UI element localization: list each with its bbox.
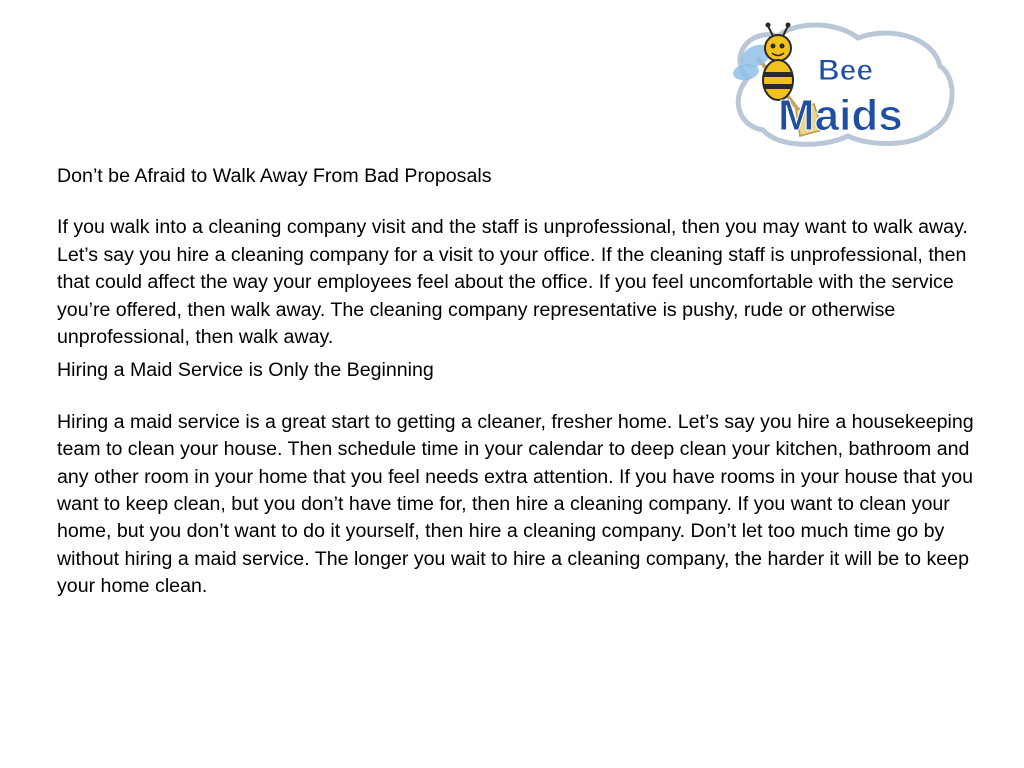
slide-body (57, 163, 977, 601)
section-heading-maid-service: Hiring a Maid Service is Only the Beginning (57, 359, 434, 382)
paragraph-walk-away: If you walk into a cleaning company visit and the staff is unprofessional, then you may want to walk away. Let’s say you hire a cleaning company for a visit to your office. If the cleaning staff is unprofessional, then that could affect the way your employees feel about the office. If you feel uncomfortable with the service you’re offered, then walk away. The cleaning company representative is pushy, rude or otherwise unprofessional, then walk away. (57, 216, 968, 349)
svg-text:Bee: Bee (818, 54, 874, 87)
bee-maids-logo (718, 18, 958, 150)
svg-text:Maids: Maids (778, 91, 903, 140)
section-heading-walk-away: Don’t be Afraid to Walk Away From Bad Proposals (57, 165, 492, 187)
bee-maids-logo-icon (718, 18, 958, 150)
paragraph-maid-service: Hiring a maid service is a great start to getting a cleaner, fresher home. Let’s say you hire a housekeeping team to clean your house. Then schedule time in your calendar to deep clean your kitchen, bathroom and any other room in your home that you feel needs extra attention. If you have rooms in your house that you want to keep clean, but you don’t have time for, then hire a cleaning company. If you want to clean your home, but you don’t want to do it yourself, then hire a cleaning company. Don’t let too much time go by without hiring a maid service. The longer you wait to hire a cleaning company, the harder it will be to keep your home clean. (57, 410, 974, 598)
